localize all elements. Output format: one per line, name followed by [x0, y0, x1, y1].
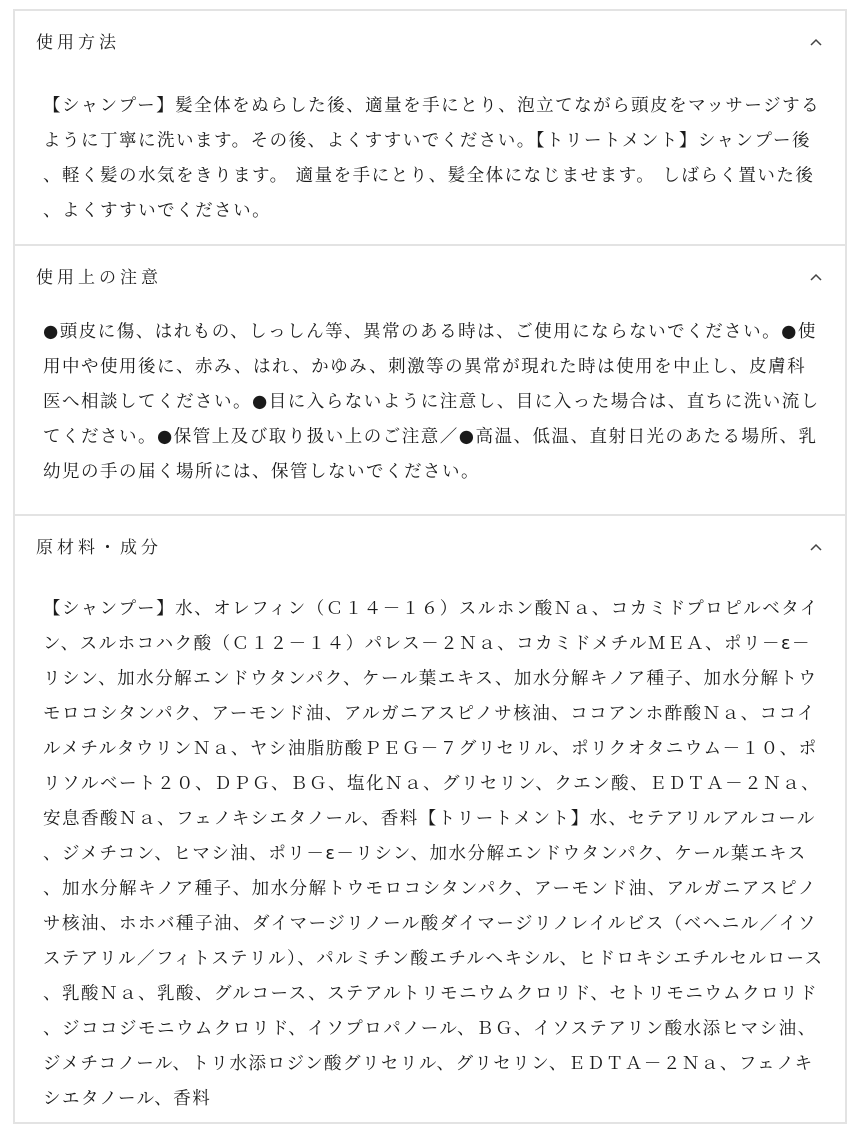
precautions-section-header[interactable]	[15, 246, 845, 310]
ingredients-section-body: 【シャンプー】水、オレフィン（Ｃ１４－１６）スルホン酸Ｎａ、コカミドプロピルベタイン、スルホコハク酸（Ｃ１２－１４）パレス－２Ｎａ、コカミドメチルＭＥＡ、ポリ－ε－リシン、加水分解エンドウタンパク、ケール葉エキス、加水分解キノア種子、加水分解トウモロコシタンパク、アーモンド油、アルガニアスピノサ核油、ココアンホ酢酸Ｎａ、ココイルメチルタウリンＮａ、ヤシ油脂肪酸ＰＥＧ－７グリセリル、ポリクオタニウム－１０、ポリソルベート２０、ＤＰＧ、ＢＧ、塩化Ｎａ、グリセリン、クエン酸、ＥＤＴＡ－２Ｎａ、安息香酸Ｎａ、フェノキシエタノール、香料【トリートメント】水、セテアリルアルコール、ジメチコン、ヒマシ油、ポリ－ε－リシン、加水分解エンドウタンパク、ケール葉エキス、加水分解キノア種子、加水分解トウモロコシタンパク、アーモンド油、アルガニアスピノサ核油、ホホバ種子油、ダイマージリノール酸ダイマージリノレイルビス（ベヘニル／イソステアリル／フィトステリル）、パルミチン酸エチルヘキシル、ヒドロキシエチルセルロース、乳酸Ｎａ、乳酸、グルコース、ステアルトリモニウムクロリド、セトリモニウムクロリド、ジココジモニウムクロリド、イソプロパノール、ＢＧ、イソステアリン酸水添ヒマシ油、ジメチコノール、トリ水添ロジン酸グリセリル、グリセリン、ＥＤＴＡ－２Ｎａ、フェノキシエタノール、香料	[43, 599, 824, 1109]
usage-section-body: 【シャンプー】髪全体をぬらした後、適量を手にとり、泡立てながら頭皮をマッサージするように丁寧に洗います。その後、よくすすいでください。【トリートメント】シャンプー後、軽く髪の水気をきります。 適量を手にとり、髪全体になじませます。 しばらく置いた後、よくすすいでください。	[43, 96, 821, 221]
precautions-section	[13, 246, 847, 516]
chevron-up-icon[interactable]	[809, 542, 823, 552]
chevron-up-icon[interactable]	[809, 272, 823, 282]
usage-section	[13, 11, 847, 246]
product-info-accordion	[13, 9, 847, 1124]
ingredients-section	[13, 516, 847, 1124]
usage-section-title: 使用方法	[36, 33, 120, 53]
chevron-up-icon[interactable]	[809, 37, 823, 47]
precautions-section-body: ●頭皮に傷、はれもの、しっしん等、異常のある時は、ご使用にならないでください。●使用中や使用後に、赤み、はれ、かゆみ、刺激等の異常が現れた時は使用を中止し、皮膚科医へ相談してください。●目に入らないように注意し、目に入った場合は、直ちに洗い流してください。●保管上及び取り扱い上のご注意／●高温、低温、直射日光のあたる場所、乳幼児の手の届く場所には、保管しないでください。	[43, 322, 820, 482]
precautions-section-title: 使用上の注意	[36, 268, 162, 288]
ingredients-section-title: 原材料・成分	[36, 538, 162, 558]
ingredients-section-header[interactable]	[15, 516, 845, 580]
usage-section-header[interactable]	[15, 11, 845, 75]
